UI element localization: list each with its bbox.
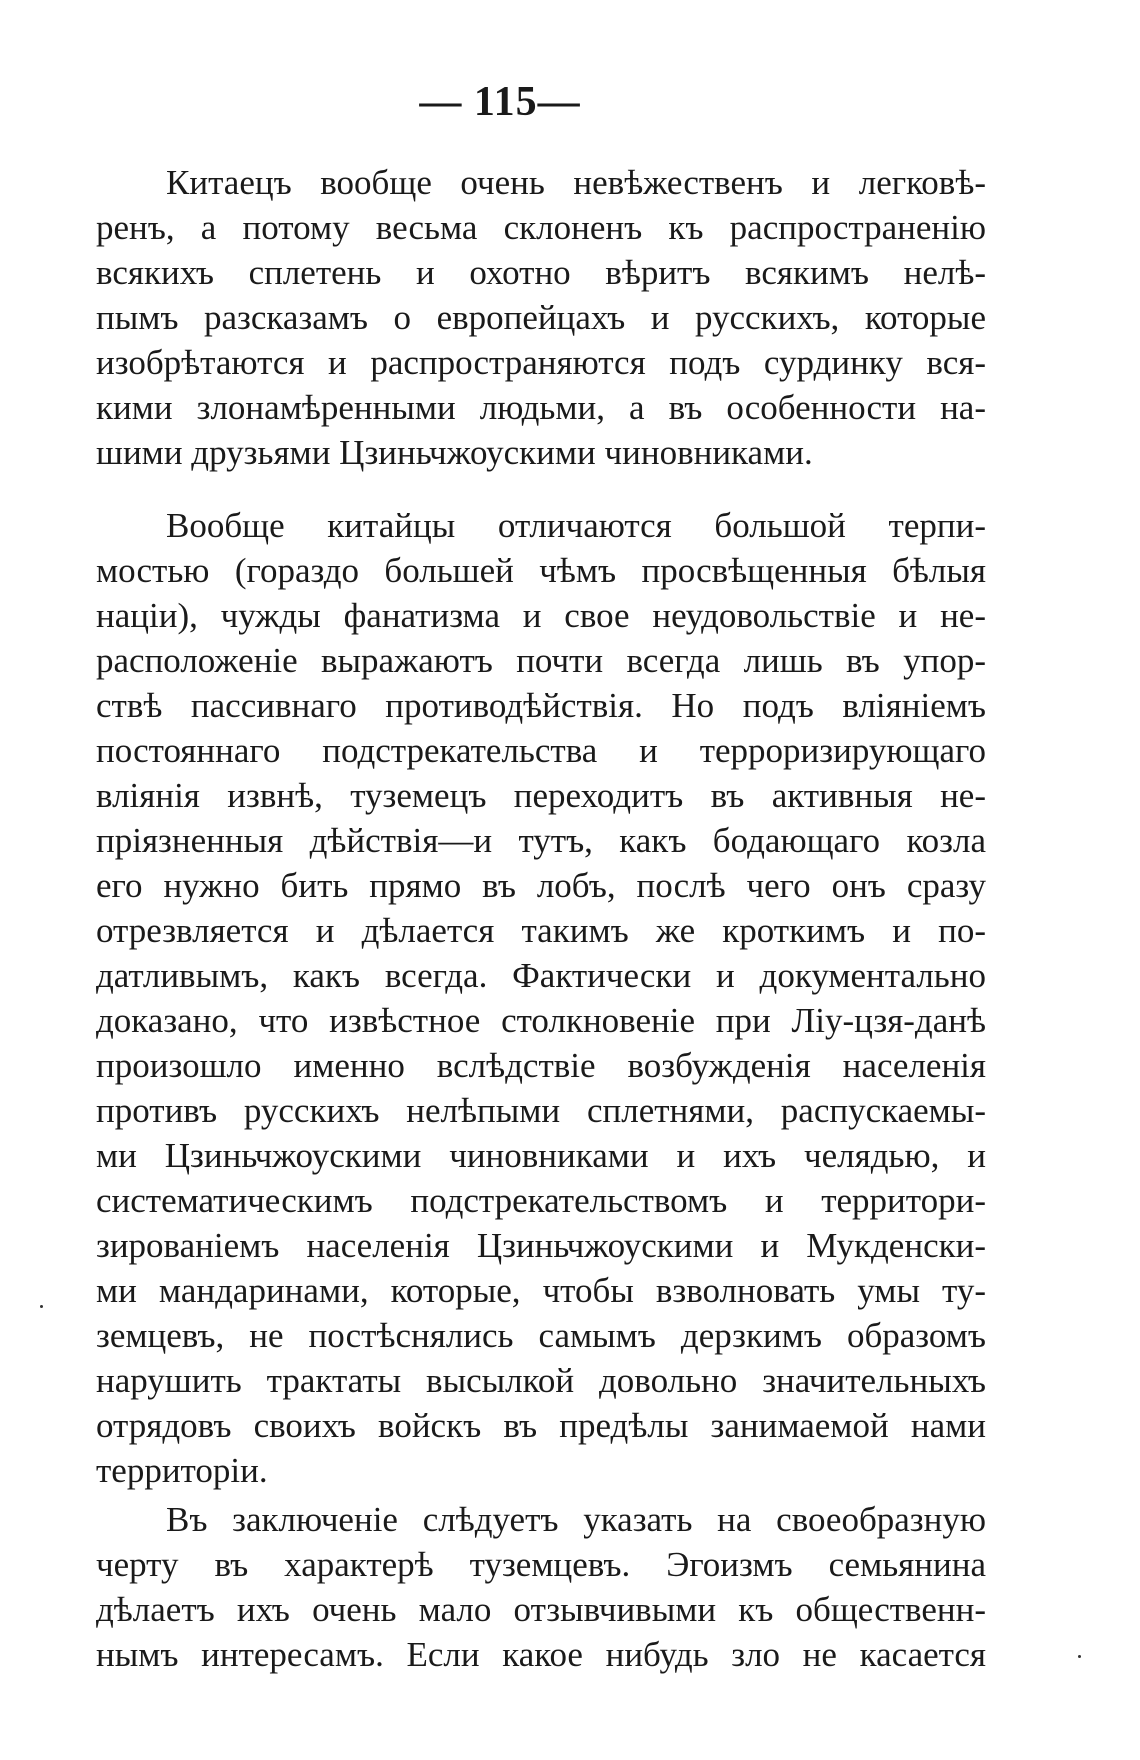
text-line: шими друзьями Цзиньчжоускими чиновниками. — [96, 433, 813, 472]
text-line: расположеніе выражаютъ почти всегда лишь въ упор- — [96, 641, 986, 680]
text-line: пріязненныя дѣйствія—и тутъ, какъ бодающаго козла — [96, 821, 986, 860]
text-line: вліянія извнѣ, туземецъ переходитъ въ активныя не- — [96, 776, 986, 815]
text-line: мостью (гораздо большей чѣмъ просвѣщенныя бѣлыя — [96, 551, 986, 590]
text-line: территоріи. — [96, 1451, 268, 1490]
text-line: Китаецъ вообще очень невѣжественъ и легковѣ- — [166, 163, 986, 202]
text-line: датливымъ, какъ всегда. Фактически и документально — [96, 956, 986, 995]
text-line: противъ русскихъ нелѣпыми сплетнями, распускаемы- — [96, 1091, 986, 1130]
text-line: кими злонамѣренными людьми, а въ особенности на- — [96, 388, 986, 427]
text-line: постояннаго подстрекательства и терроризирующаго — [96, 731, 986, 770]
print-speck — [40, 1305, 43, 1308]
text-line: всякихъ сплетень и охотно вѣритъ всякимъ нелѣ- — [96, 253, 986, 292]
text-line: ми Цзиньчжоускими чиновниками и ихъ челядью, и — [96, 1136, 986, 1175]
text-line: произошло именно вслѣдствіе возбужденія населенія — [96, 1046, 986, 1085]
text-line: зированіемъ населенія Цзиньчжоускими и Мукденски- — [96, 1226, 986, 1265]
text-line: Вообще китайцы отличаются большой терпи- — [166, 506, 986, 545]
paragraph-3 — [96, 1497, 986, 1677]
text-line: изобрѣтаются и распространяются подъ сурдинку вся- — [96, 343, 986, 382]
text-line: пымъ разсказамъ о европейцахъ и русскихъ, которые — [96, 298, 986, 337]
text-line: дѣлаетъ ихъ очень мало отзывчивыми къ общественн- — [96, 1590, 986, 1629]
text-line: нымъ интересамъ. Если какое нибудь зло не касается — [96, 1635, 986, 1674]
text-line: доказано, что извѣстное столкновеніе при Ліу-цзя-данѣ — [96, 1001, 986, 1040]
text-line: націи), чужды фанатизма и свое неудовольствіе и не- — [96, 596, 986, 635]
text-line: отрядовъ своихъ войскъ въ предѣлы занимаемой нами — [96, 1406, 986, 1445]
text-line: ренъ, а потому весьма склоненъ къ распространенiю — [96, 208, 986, 247]
text-line: Въ заключеніе слѣдуетъ указать на своеобразную — [166, 1500, 986, 1539]
text-line: земцевъ, не постѣснялись самымъ дерзкимъ образомъ — [96, 1316, 986, 1355]
text-line: его нужно бить прямо въ лобъ, послѣ чего онъ сразу — [96, 866, 986, 905]
paragraph-1 — [96, 160, 986, 475]
text-line: ствѣ пассивнаго противодѣйствія. Но подъ вліяніемъ — [96, 686, 986, 725]
paragraph-2 — [96, 503, 986, 1493]
text-line: нарушить трактаты высылкой довольно значительныхъ — [96, 1361, 986, 1400]
text-line: ми мандаринами, которые, чтобы взволновать умы ту- — [96, 1271, 986, 1310]
print-speck — [1078, 1655, 1081, 1658]
page-number: — 115— — [419, 79, 581, 125]
text-line: черту въ характерѣ туземцевъ. Эгоизмъ семьянина — [96, 1545, 986, 1584]
text-line: систематическимъ подстрекательствомъ и территори- — [96, 1181, 986, 1220]
text-line: отрезвляется и дѣлается такимъ же кроткимъ и по- — [96, 911, 986, 950]
